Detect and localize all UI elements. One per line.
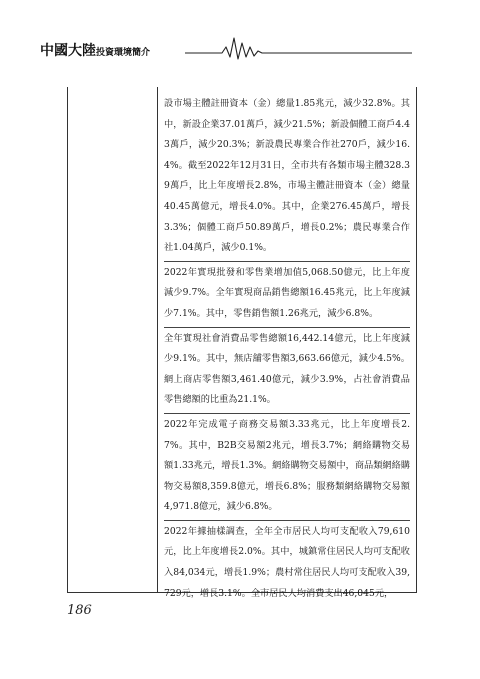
- book-title-sub: 投資環境簡介: [96, 48, 151, 58]
- row-divider: [164, 520, 410, 521]
- table-content-cell: [164, 94, 410, 604]
- table-left-column: [68, 87, 158, 592]
- paragraph-ecommerce: 2022年完成電子商務交易額3.33兆元，比上年度增長2.7%。其中，B2B交易額2兆元，增長3.7%；網絡購物交易額1.33兆元，增長1.3%。網絡購物交易額中，商品類網絡購物交易額8,359.8億元，增長6.8%；服務類網絡購物交易額4,971.8億元，減少6.8%。: [164, 418, 410, 513]
- paragraph-wholesale-retail: 2022年實現批發和零售業增加值5,068.50億元，比上年度減少9.7%。全年實現商品銷售總額16.45兆元，比上年度減少7.1%。其中，零售銷售額1.26兆元，減少6.8%。: [164, 266, 410, 319]
- content-table: [67, 87, 417, 599]
- row-divider: [164, 327, 410, 328]
- row-divider: [164, 413, 410, 414]
- paragraph-consumer-retail: 全年實現社會消費品零售總額16,442.14億元，比上年度減少9.1%。其中，無店舖零售額3,663.66億元，減少4.5%。網上商店零售額3,461.40億元，減少3.9%，占社會消費品零售總額的比重為21.1%。: [164, 332, 410, 406]
- book-title-main: 中國大陸: [40, 43, 96, 59]
- paragraph-resident-income: 2022年據抽樣調查，全年全市居民人均可支配收入79,610元，比上年度增長2.0%。其中，城鎮常住居民人均可支配收入84,034元，增長1.9%；農村常住居民人均可支配收入39,729元，增長3.1%。全市居民人均消費支出46,045元，: [164, 525, 410, 599]
- book-title: [40, 40, 150, 60]
- page-header: [40, 32, 440, 62]
- page-number: 186: [67, 603, 92, 618]
- paragraph-market-entities: 設市場主體註冊資本（金）總量1.85兆元，減少32.8%。其中，新設企業37.01萬戶，減少21.5%；新設個體工商戶4.43萬戶，減少20.3%；新設農民專業合作社270戶，減少16.4%。截至2022年12月31日，全市共有各類市場主體328.39萬戶，比上年度增長2.8%，市場主體註冊資本（金）總量40.45萬億元，增長4.0%。其中，企業276.45萬戶，增長3.3%；個體工商戶50.89萬戶，增長0.2%；農民專業合作社1.04萬戶，減少0.1%。: [164, 98, 410, 254]
- row-divider: [164, 261, 410, 262]
